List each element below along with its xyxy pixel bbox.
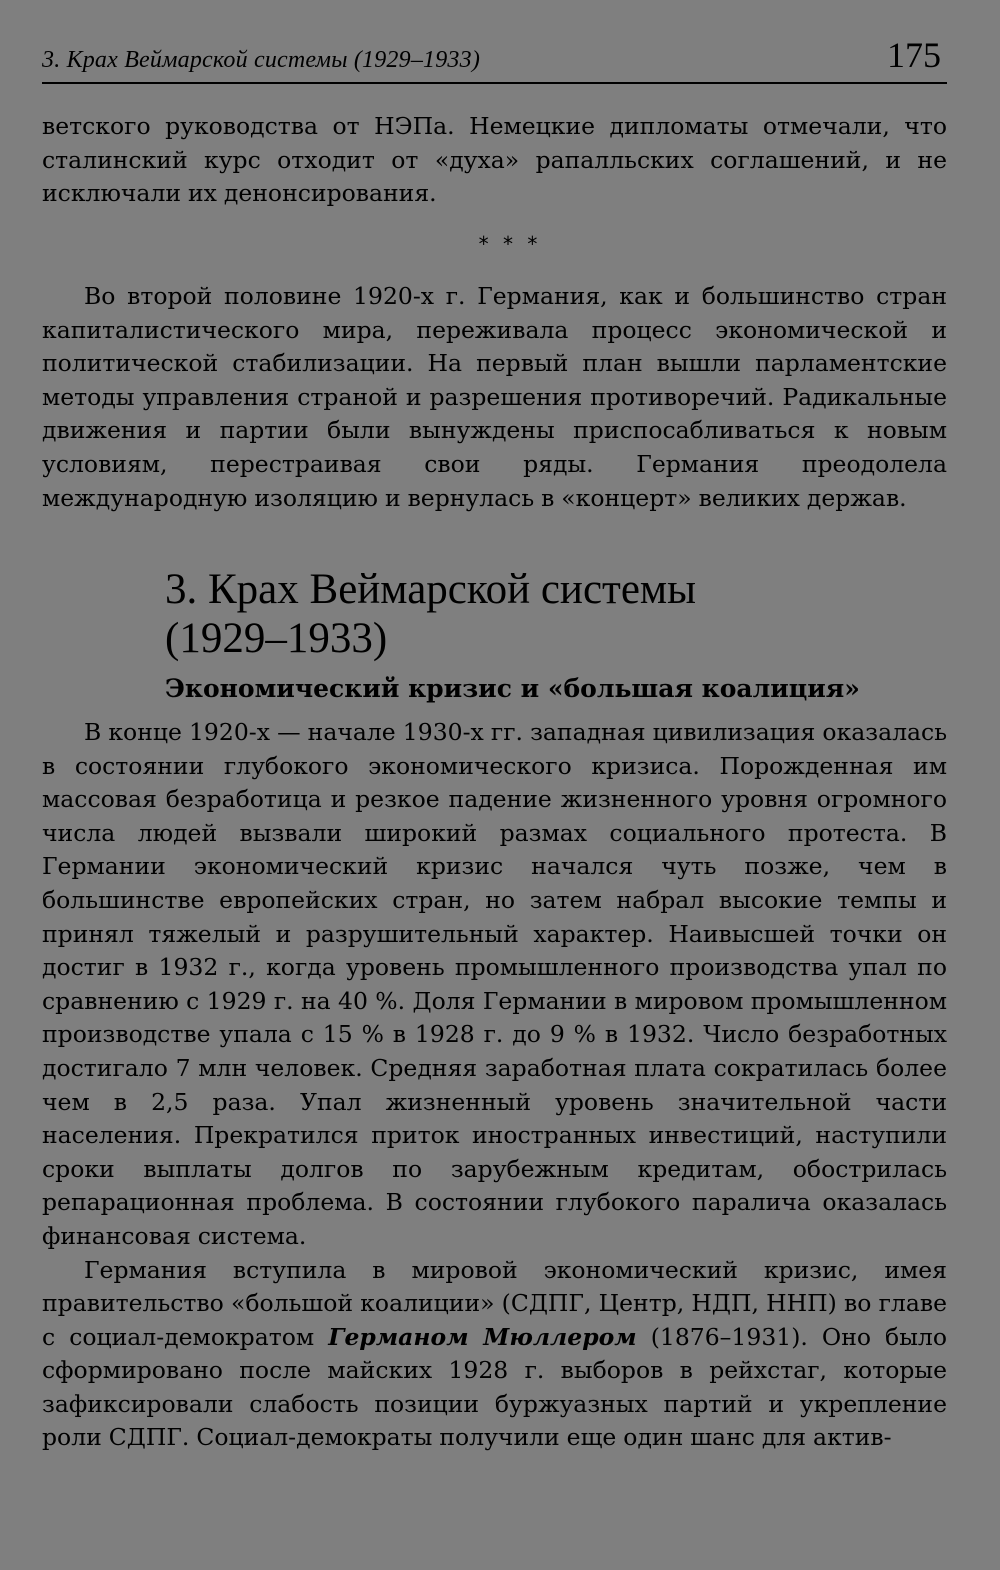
paragraph-text: ветского руководства от НЭПа. Немецкие дипломаты отмечали, что сталинский курс отходит от «духа» рапалльских соглашений, и не исключали их денонсирования. <box>42 112 947 208</box>
text-run: Германия вступила в мировой экономический кризис, имея правительство «большой коалиции» (СДПГ, Центр, НДП, ННП) во главе с социал-демократом <box>42 1255 947 1351</box>
chapter-title <box>165 565 945 663</box>
section-separator: * * * <box>478 232 542 256</box>
text-run: (1876–1931). Оно было сформировано после майских 1928 г. выборов в рейхстаг, которые зафиксировали слабость позиции буржуазных партий и укрепление роли СДПГ. Социал-демократы получили еще один шанс для актив- <box>42 1322 947 1452</box>
continued-paragraph <box>42 110 947 211</box>
running-head-title: 3. Крах Веймарской системы (1929–1933) <box>42 47 481 73</box>
chapter-title-line: 3. Крах Веймарской системы <box>165 566 697 613</box>
summary-paragraph <box>42 280 947 515</box>
person-name: Германом Мюллером <box>328 1322 637 1351</box>
paragraph-text: Во второй половине 1920-х г. Германия, как и большинство стран капиталистического мира, переживала процесс экономической и политической стабилизации. На первый план вышли парламентские методы управления страной и разрешения противоречий. Радикальные движения и партии были вынуждены приспосабливаться к новым условиям, перестраивая свои ряды. Германия преодолела международную изоляцию и вернулась в «концерт» великих держав. <box>42 282 947 512</box>
running-head <box>42 30 947 84</box>
chapter-title-line: (1929–1933) <box>165 615 388 662</box>
section-body <box>42 716 947 1455</box>
page-number: 175 <box>887 35 941 75</box>
paragraph-coalition <box>42 1254 947 1456</box>
section-title: Экономический кризис и «большая коалиция» <box>165 674 860 703</box>
paragraph-crisis: В конце 1920-х — начале 1930-х гг. западная цивилизация оказалась в состоянии глубокого экономического кризиса. Порожденная им массовая безработица и резкое падение жизненного уровня огромного числа людей вызвали широкий размах социального протеста. В Германии экономический кризис начался чуть позже, чем в большинстве европейских стран, но затем набрал высокие темпы и принял тяжелый и разрушительный характер. Наивысшей точки он достиг в 1932 г., когда уровень промышленного производства упал по сравнению с 1929 г. на 40 %. Доля Германии в мировом промышленном производстве упала с 15 % в 1928 г. до 9 % в 1932. Число безработных достигало 7 млн человек. Средняя заработная плата сократилась более чем в 2,5 раза. Упал жизненный уровень значительной части населения. Прекратился приток иностранных инвестиций, наступили сроки выплаты долгов по зарубежным кредитам, обострилась репарационная проблема. В состоянии глубокого паралича оказалась финансовая система. <box>42 718 947 1250</box>
